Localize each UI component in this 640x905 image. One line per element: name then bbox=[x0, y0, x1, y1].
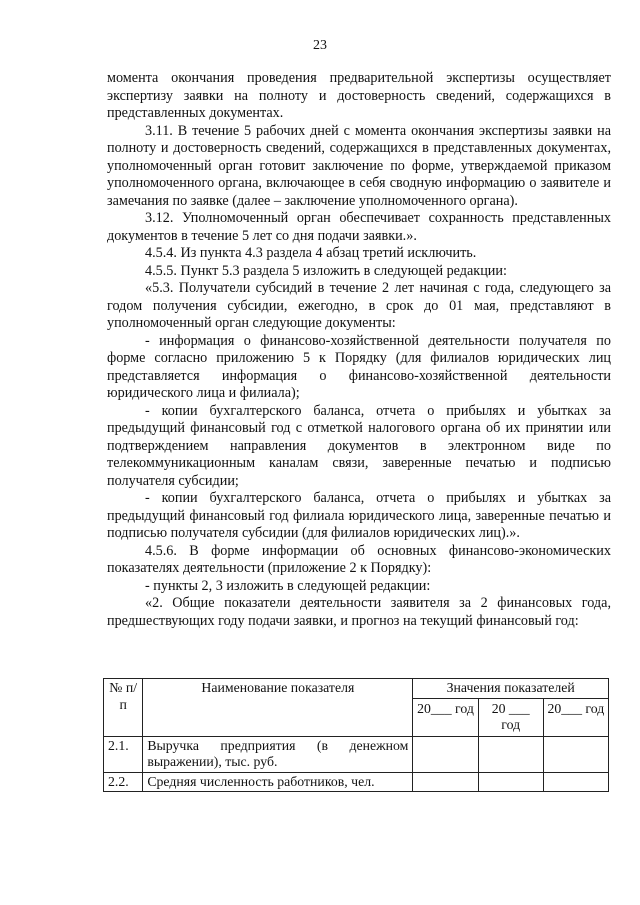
header-name: Наименование показателя bbox=[143, 679, 413, 737]
paragraph-3-11: 3.11. В течение 5 рабочих дней с момента окончания экспертизы заявки на полноту и достоверность сведений, содержащихся в представленных документах, уполномоченный орган готовит заключение по форме, утверждаемой приказом уполномоченного органа, включающее в себя сводную информацию о заявителе и замечания по заявке (далее – заключение уполномоченного органа). bbox=[107, 122, 611, 209]
paragraph-item-info: - информация о финансово-хозяйственной деятельности получателя по форме согласно приложению 5 к Порядку (для филиалов юридических лиц представляется информация о финансово-хозяйственной деятельности юридического лица и филиала); bbox=[107, 332, 611, 401]
page-number: 23 bbox=[313, 38, 327, 53]
row-value-cell bbox=[413, 736, 478, 772]
paragraph-continuation: момента окончания проведения предварительной экспертизы осуществляет экспертизу заявки на полноту и достоверность сведений, содержащихся в представленных документах. bbox=[107, 70, 611, 121]
table-row bbox=[104, 772, 609, 792]
row-name: Выручка предприятия (в денежном выражении), тыс. руб. bbox=[143, 736, 413, 772]
paragraph-3-12: 3.12. Уполномоченный орган обеспечивает сохранность представленных документов в течение 5 лет со дня подачи заявки.». bbox=[107, 210, 611, 244]
row-num: 2.1. bbox=[104, 736, 143, 772]
header-year-3: 20___ год bbox=[543, 698, 608, 736]
row-value-cell bbox=[413, 772, 478, 792]
header-values: Значения показателей bbox=[413, 679, 609, 699]
row-name: Средняя численность работников, чел. bbox=[143, 772, 413, 792]
header-year-1: 20___ год bbox=[413, 698, 478, 736]
paragraph-4-5-5: 4.5.5. Пункт 5.3 раздела 5 изложить в следующей редакции: bbox=[145, 262, 507, 279]
paragraph-5-3: «5.3. Получатели субсидий в течение 2 лет начиная с года, следующего за годом получения субсидии, ежегодно, в срок до 01 мая, представляют в уполномоченный орган следующие документы: bbox=[107, 280, 611, 331]
document-body bbox=[107, 70, 611, 630]
row-value-cell bbox=[543, 736, 608, 772]
header-year-2: 20 ___ год bbox=[478, 698, 543, 736]
table-row bbox=[104, 736, 609, 772]
paragraph-item-branch: - копии бухгалтерского баланса, отчета о прибылях и убытках за предыдущий финансовый год филиала юридического лица, заверенные печатью и подписью получателя субсидии (для филиалов юридических лиц).». bbox=[107, 490, 611, 541]
row-value-cell bbox=[478, 772, 543, 792]
table-header-row bbox=[104, 679, 609, 699]
row-value-cell bbox=[543, 772, 608, 792]
paragraph-4-5-6: 4.5.6. В форме информации об основных финансово-экономических показателях деятельности (приложение 2 к Порядку): bbox=[107, 542, 611, 576]
row-num: 2.2. bbox=[104, 772, 143, 792]
header-num: № п/п bbox=[104, 679, 143, 737]
indicators-table bbox=[103, 678, 609, 792]
paragraph-item-balance: - копии бухгалтерского баланса, отчета о прибылях и убытках за предыдущий финансовый год с отметкой налогового органа об их принятии или подтверждением направления документов в электронном виде по телекоммуникационным каналам связи, заверенные печатью и подписью получателя субсидии; bbox=[107, 402, 611, 489]
paragraph-point-2: «2. Общие показатели деятельности заявителя за 2 финансовых года, предшествующих году подачи заявки, и прогноз на текущий финансовый год: bbox=[107, 595, 611, 629]
paragraph-4-5-4: 4.5.4. Из пункта 4.3 раздела 4 абзац третий исключить. bbox=[145, 245, 477, 261]
row-value-cell bbox=[478, 736, 543, 772]
paragraph-points: - пункты 2, 3 изложить в следующей редакции: bbox=[145, 577, 431, 594]
